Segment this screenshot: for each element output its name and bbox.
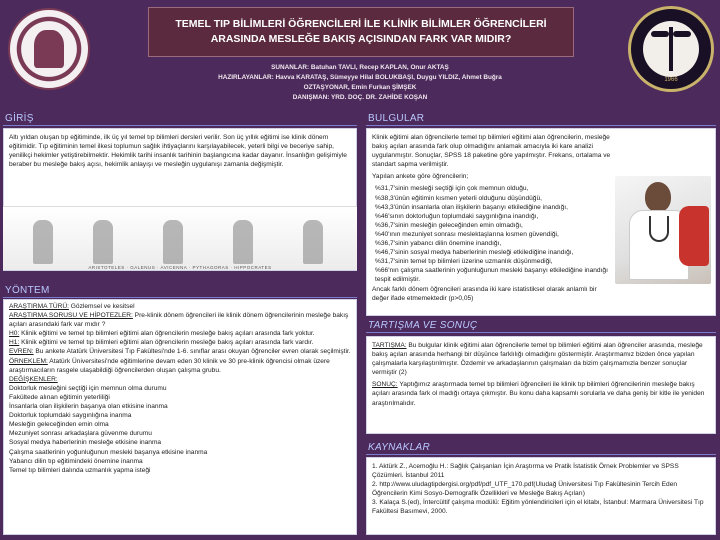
method-item: [9, 302, 351, 311]
tartisma-text: Bu bulgular klinik eğitimi alan öğrencilerle temel tıp bilimleri eğitimi alan öğrenciler arasında, mesleğe bakış açıları arasında herhangi bir düşünce farklılığı olmadığını göstermiştir. Araştırmamız bizden önce yapılan çalışmalarla karşılaştırılmıştır. Özdemir ve arkadaşlarının çalışmaları da bizim çalışmamızla benzer sonuçlar vermiştir (2): [372, 342, 703, 377]
preparers: HAZIRLAYANLAR: Havva KARATAŞ, Sümeyye Hilal BOLUKBAŞI, Duygu YILDIZ, Ahmet Buğra: [218, 73, 502, 81]
tartisma-box: [366, 336, 716, 434]
poster-title: [148, 7, 574, 57]
method-text: Atatürk Üniversitesi'nde eğitimlerine devam eden 30 klinik ve 30 pre-klinik öğrencisi olmak üzere araştırmacıların rasgele ulaşabildiği öğrencilerden oluşan çalışma grubu.: [9, 357, 330, 374]
reference-item: 3. Kalaça S.(ed), İntercültif çalışma modülü: Eğitim yönlendiricileri için el kitabı, İstanbul: Marmara Üniversitesi Tıp Fakültesi Basımevi, 2000.: [372, 499, 704, 516]
kaynaklar-heading-text: KAYNAKLAR: [368, 442, 430, 453]
finding-item: %36,7'sinin mesleğin geleceğinden emin olmadığı,: [375, 221, 523, 229]
bulgular-sub: Yapılan ankete göre öğrencilerin;: [372, 173, 469, 181]
variable-item: Sosyal medya haberlerinin mesleğe etkisine inanma: [9, 439, 162, 447]
method-label: ÖRNEKLEM:: [9, 357, 48, 365]
patient-figure: [679, 206, 709, 266]
figure-5: [303, 220, 323, 264]
sonuc-label: SONUÇ:: [372, 381, 398, 389]
tartisma-heading: [366, 318, 716, 334]
tartisma-paragraph: [372, 341, 710, 377]
faculty-logo: [628, 6, 714, 92]
findings-list: [372, 184, 615, 284]
finding-item: %66'nın çalışma saatlerinin yoğunluğunun mesleki başarıyı etkilediğine inandığı tespit edilmiştir.: [375, 267, 608, 284]
method-text: Gözlemsel ve kesitsel: [68, 303, 135, 310]
kaynaklar-heading: [366, 440, 716, 456]
giris-heading: [3, 111, 357, 127]
logo-year: 1966: [664, 77, 678, 83]
bulgular-heading: [366, 111, 716, 127]
bulgular-heading-text: BULGULAR: [368, 113, 425, 124]
variable-item: Çalışma saatlerinin yoğunluğunun mesleki başarıya etkisine inanma: [9, 448, 208, 456]
yontem-heading-underline: [3, 297, 357, 298]
variable-item: Fakültede alınan eğitimin yeterliliği: [9, 393, 110, 401]
finding-item: %40'ının mezuniyet sonrası meslektaşlarına kısmen güvendiği,: [375, 230, 559, 238]
bulgular-heading-underline: [366, 125, 716, 126]
finding-item: %36,7'sinin yabancı dilin önemine inandığı,: [375, 240, 502, 248]
tartisma-heading-underline: [366, 332, 716, 333]
method-text: Pre-klinik dönem öğrencileri ile klinik dönem öğrencilerinin mesleğe bakış açıları arasındaki fark var mıdır ?: [9, 312, 349, 329]
tartisma-label: TARTIŞMA:: [372, 342, 407, 349]
variable-item: İnsanlarla olan ilişkilerin başarıya olan etkisine inanma: [9, 403, 168, 411]
bulgular-intro: Klinik eğitimi alan öğrencilerle temel tıp bilimleri eğitimi alan öğrencilerin, mesleğe bakış açıları arasında fark olup olmadığını anlamak amacıyla iki kare analizi uygulanmıştır. Sonuçlar, SPSS 18 paketine göre yapılmıştır. Frekans, ortalama ve standart sapma verilmiştir.: [372, 134, 611, 169]
tartisma-heading-text: TARTIŞMA VE SONUÇ: [368, 320, 478, 331]
finding-item: %38,3'ünün eğitimin kısmen yeterli olduğunu düşündüğü,: [375, 194, 542, 202]
kaynaklar-box: [366, 457, 716, 535]
philosophers-image: [3, 206, 357, 270]
method-label: EVREN:: [9, 348, 34, 356]
method-label: H0:: [9, 330, 20, 338]
seal-emblem: [34, 30, 64, 68]
figure-3: [163, 220, 183, 264]
giris-heading-text: GİRİŞ: [5, 113, 34, 124]
title-line-1: TEMEL TIP BİLİMLERİ ÖĞRENCİLERİ İLE KLİNİK BİLİMLER ÖĞRENCİLERİ: [175, 17, 547, 30]
bulgular-closing: Ancak farklı dönem öğrencileri arasında iki kare istatistiksel olarak anlamlı bir değer ifade etmemektedir (p>0,05): [372, 285, 597, 302]
method-label: ARAŞTIRMA SORUSU VE HİPOTEZLER:: [9, 312, 133, 320]
reference-item: 2. http://www.uludagtipdergisi.org/pdf/pdf_UTF_170.pdf(Uludağ Üniversitesi Tıp Fakültesinin Tercih Eden Öğrencilerin Kimi Sosyo-Demografik Özellikleri ve Mesleğe Bakış Açıları): [372, 481, 678, 498]
finding-item: %46'sının doktorluğun toplumdaki saygınlığına inandığı,: [375, 212, 539, 220]
finding-item: %31,7'sinin mesleği seçtiği için çok memnun olduğu,: [375, 185, 529, 193]
method-item: [9, 347, 351, 356]
variable-item: Temel tıp bilimleri dalında uzmanlık yapma isteği: [9, 466, 151, 474]
variable-item: Doktorluk mesleğini seçtiği için memnun olma durumu: [9, 384, 167, 392]
method-text: Klinik eğitimi ve temel tıp bilimleri eğitimi alan öğrencilerin mesleğe bakış açıları arasında fark yoktur.: [19, 330, 315, 338]
method-item: [9, 357, 351, 375]
finding-item: %43,3'ünün insanlarla olan ilişkilerin başarıyı etkilediğine inandığı,: [375, 203, 568, 211]
method-label: DEĞİŞKENLER:: [9, 375, 58, 383]
method-text: Bu ankete Atatürk Üniversitesi Tıp Fakültesi'nde 1-6. sınıflar arası okuyan öğrenciler evren olarak seçilmiştir.: [33, 348, 351, 356]
method-item: [9, 311, 351, 329]
presenters: SUNANLAR: Batuhan TAVLI, Recep KAPLAN, Onur AKTAŞ: [271, 64, 449, 71]
yontem-heading: [3, 283, 357, 299]
authors-block: [160, 63, 560, 103]
method-text: Klinik eğitimi ve temel tıp bilimleri eğitimi alan öğrencilerin mesleğe bakış açıları arasında fark vardır.: [19, 339, 314, 347]
figure-2: [93, 220, 113, 264]
method-item: [9, 329, 351, 338]
method-label: ARAŞTIRMA TÜRÜ:: [9, 303, 69, 310]
university-seal: [8, 8, 90, 90]
method-item: [9, 338, 351, 347]
finding-item: %46,7'sinin sosyal medya haberlerinin mesleği etkilediğine inandığı,: [375, 249, 574, 257]
title-line-2: ARASINDA MESLEĞE BAKIŞ AÇISINDAN FARK VAR MIDIR?: [210, 33, 512, 45]
yontem-box: [3, 299, 357, 535]
sonuc-text: Yaptığımız araştırmada temel tıp bilimleri öğrencileri ile klinik tıp bilimleri öğrencilerinin mesleğe bakış açıları arasında fark ol madığı ortaya çıkmıştır. Bu konu daha kapsamlı sorularla ve daha geniş bir kitle ile yeniden araştırılmalıdır.: [372, 381, 705, 407]
variable-item: Mezuniyet sonrası arkadaşlara güvenme durumu: [9, 430, 152, 438]
variable-item: Yabancı dilin tıp eğitimindeki önemine inanma: [9, 457, 143, 465]
preparers-cont: OZTAŞYONAR, Emin Furkan ŞİMŞEK: [303, 83, 417, 91]
giris-text: Altı yıldan oluşan tıp eğitiminde, ilk üç yıl temel tıp bilimleri dersleri verilir. Son üç yıllık eğitimi ise klinik dönem eğitimidir. Tıp eğitiminin temel ilkesi toplumun sağlık ihtiyaçlarını karşılayabilecek, yeterli bilgi ve beceriye sahip, yenilikçi hekimler yetiştirebilmektir. Hekimlik tarihi insanlık tarihinin başlangıcına kadar dayanır. İnsanlığın gelişimiyle beraber bu mesleğe bakış açısı, hekimlik anlayışı ve mesleğin uygulanışı zamanla değişmiştir.: [9, 134, 347, 169]
kaynaklar-heading-underline: [366, 454, 716, 455]
variable-item: Mesleğin geleceğinden emin olma: [9, 421, 109, 429]
giris-heading-underline: [3, 125, 357, 126]
image-caption: ARISTOTELES · GALENUS · AVICENNA · PYTHAGORAS · HIPPOCRATES: [88, 265, 272, 270]
finding-item: %31,7'sinin temel tıp bilimleri üzerine uzmanlık düşünmediği,: [375, 258, 553, 266]
figure-1: [33, 220, 53, 264]
stethoscope-icon: [649, 216, 669, 242]
reference-item: 1. Aktürk Z., Acemoğlu H.: Sağlık Çalışanları İçin Araştırma ve Pratik İstatistik Örnek Problemler ve SPSS Çözümleri. İstanbul 2011: [372, 463, 679, 480]
figure-4: [233, 220, 253, 264]
yontem-heading-text: YÖNTEM: [5, 285, 50, 296]
doctor-head: [645, 182, 671, 212]
method-item: [9, 375, 351, 384]
advisor: DANIŞMAN: YRD. DOÇ. DR. ZAHİDE KOŞAN: [292, 93, 428, 101]
wing-right-icon: [673, 31, 691, 37]
sonuc-paragraph: [372, 380, 710, 407]
variable-item: Doktorluk toplumdaki saygınlığına inanma: [9, 412, 132, 420]
method-label: H1:: [9, 339, 20, 347]
wing-left-icon: [651, 31, 669, 37]
doctor-photo: [615, 176, 711, 284]
